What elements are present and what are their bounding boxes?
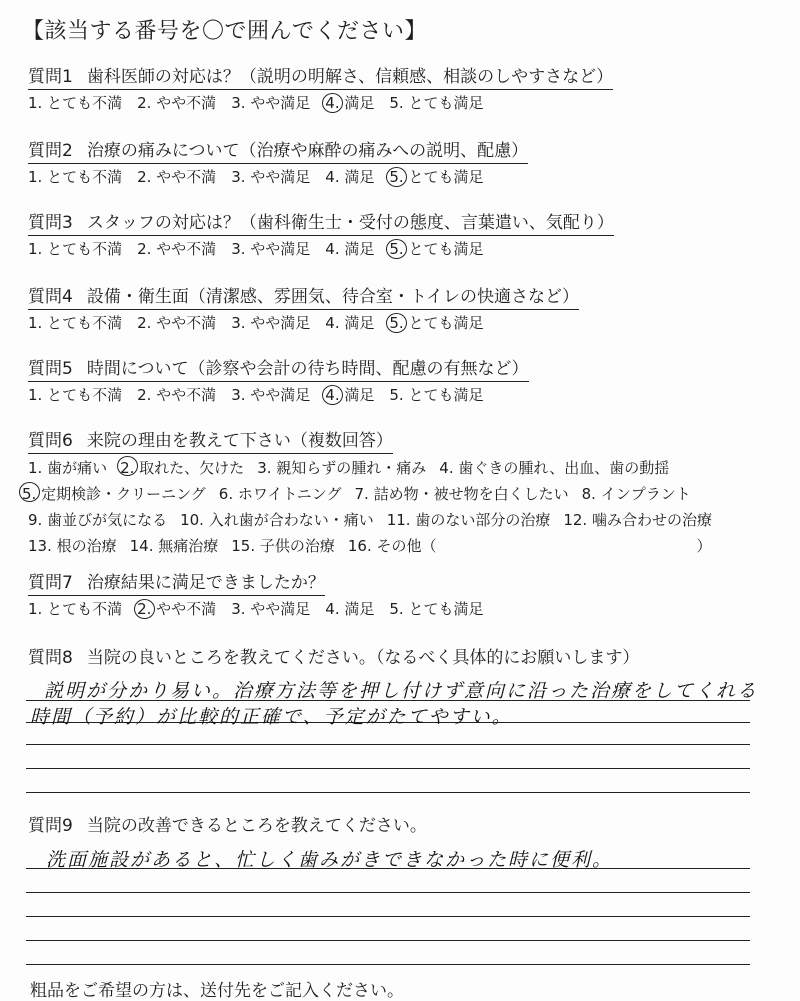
- question-4: [28, 286, 579, 334]
- answer-option[interactable]: 1. とても不満: [28, 240, 123, 258]
- option-row: [28, 533, 725, 559]
- answer-option[interactable]: 2. 取れた、欠けた: [120, 455, 244, 481]
- question-8: [28, 647, 639, 670]
- answer-option[interactable]: 5. 定期検診・クリーニング: [22, 481, 206, 507]
- answer-option[interactable]: 3. やや満足: [231, 600, 311, 618]
- question-title: 質問3 スタッフの対応は？（歯科衛生士・受付の態度、言葉遣い、気配り）: [28, 212, 614, 236]
- answer-option[interactable]: 5. とても満足: [389, 166, 483, 188]
- handwritten-answer: 時間（予約）が比較的正確で、予定がたてやすい。: [30, 706, 513, 728]
- selection-circle: [19, 482, 40, 502]
- footer-text: 粗品をご希望の方は、送付先をご記入ください。: [30, 981, 404, 1001]
- selection-circle: [322, 93, 343, 113]
- handwritten-answer: 説明が分かり易い。治療方法等を押し付けず意向に沿った治療をしてくれる: [44, 680, 759, 702]
- question-2: [28, 140, 528, 188]
- answer-option[interactable]: 4. 歯ぐきの腫れ、出血、歯の動揺: [439, 459, 670, 477]
- answer-option[interactable]: 2. やや不満: [137, 94, 217, 112]
- answer-option[interactable]: 3. 親知らずの腫れ・痛み: [257, 459, 427, 477]
- question-title: 質問6 来院の理由を教えて下さい（複数回答）: [28, 430, 393, 454]
- answer-option[interactable]: 15. 子供の治療: [231, 537, 335, 555]
- answer-option[interactable]: 4. 満足: [325, 240, 375, 258]
- answer-option[interactable]: 8. インプラント: [581, 485, 691, 503]
- answer-option[interactable]: 4. 満足: [325, 384, 374, 406]
- answer-option[interactable]: 1. とても不満: [28, 94, 123, 112]
- answer-option[interactable]: 7. 詰め物・被せ物を白くしたい: [354, 485, 569, 503]
- answer-option[interactable]: 1. とても不満: [28, 600, 123, 618]
- answer-option[interactable]: 5. とても満足: [389, 238, 483, 260]
- answer-option[interactable]: 6. ホワイトニング: [218, 485, 342, 503]
- option-row: [28, 507, 725, 533]
- answer-option[interactable]: 2. やや不満: [137, 386, 217, 404]
- answer-option[interactable]: 5. とても満足: [389, 600, 484, 618]
- question-title: 質問9 当院の改善できるところを教えてください。: [28, 816, 427, 836]
- answer-option[interactable]: 12. 噛み合わせの治療: [563, 511, 712, 529]
- option-row: [28, 455, 725, 481]
- selection-circle: [134, 599, 155, 619]
- question-title: 質問4 設備・衛生面（清潔感、雰囲気、待合室・トイレの快適さなど）: [28, 286, 579, 310]
- answer-option[interactable]: 1. とても不満: [28, 168, 123, 186]
- question-9: [28, 815, 427, 838]
- answer-option[interactable]: 1. とても不満: [28, 386, 123, 404]
- answer-option[interactable]: 4. 満足: [325, 92, 374, 114]
- handwritten-answer: 洗面施設があると、忙しく歯みがきできなかった時に便利。: [46, 849, 614, 871]
- answer-option[interactable]: 2. やや不満: [137, 168, 217, 186]
- selection-circle: [386, 239, 407, 259]
- page-title: 【該当する番号を〇で囲んでください】: [22, 19, 428, 44]
- answer-option[interactable]: 2. やや不満: [137, 240, 217, 258]
- question-title: 質問5 時間について（診察や会計の待ち時間、配慮の有無など）: [28, 358, 529, 382]
- answer-option[interactable]: 11. 歯のない部分の治療: [386, 511, 551, 529]
- question-6: [22, 430, 725, 559]
- answer-option[interactable]: 13. 根の治療: [28, 537, 117, 555]
- answer-option[interactable]: 1. 歯が痛い: [28, 459, 108, 477]
- answer-option[interactable]: 5. とても満足: [389, 312, 483, 334]
- answer-option[interactable]: 1. とても不満: [28, 314, 123, 332]
- answer-option[interactable]: 14. 無痛治療: [129, 537, 219, 555]
- selection-circle: [386, 167, 407, 187]
- question-title: 質問2 治療の痛みについて（治療や麻酔の痛みへの説明、配慮）: [28, 140, 528, 164]
- question-5: [28, 358, 529, 406]
- selection-circle: [322, 385, 343, 405]
- answer-option[interactable]: 10. 入れ歯が合わない・痛い: [180, 511, 374, 529]
- answer-option[interactable]: 9. 歯並びが気になる: [28, 511, 168, 529]
- selection-circle: [117, 456, 138, 476]
- answer-option[interactable]: 4. 満足: [325, 600, 375, 618]
- answer-option[interactable]: 3. やや満足: [231, 386, 311, 404]
- option-row: [22, 481, 725, 507]
- question-7: [28, 572, 498, 620]
- answer-option[interactable]: 5. とても満足: [389, 386, 484, 404]
- answer-option[interactable]: ）: [696, 537, 712, 555]
- answer-option[interactable]: 4. 満足: [325, 314, 375, 332]
- question-title: 質問1 歯科医師の対応は？（説明の明解さ、信頼感、相談のしやすさなど）: [28, 66, 613, 90]
- answer-option[interactable]: 3. やや満足: [231, 314, 311, 332]
- answer-option[interactable]: 5. とても満足: [389, 94, 484, 112]
- answer-option[interactable]: 3. やや満足: [231, 240, 311, 258]
- selection-circle: [386, 313, 407, 333]
- question-3: [28, 212, 614, 260]
- answer-option[interactable]: 2. やや不満: [137, 598, 216, 620]
- answer-option[interactable]: 2. やや不満: [137, 314, 217, 332]
- question-1: [28, 66, 613, 114]
- answer-option[interactable]: 3. やや満足: [231, 168, 311, 186]
- answer-option[interactable]: 16. その他（: [347, 537, 437, 555]
- answer-option[interactable]: 4. 満足: [325, 168, 375, 186]
- answer-option[interactable]: 3. やや満足: [231, 94, 311, 112]
- question-title: 質問8 当院の良いところを教えてください。（なるべく具体的にお願いします）: [28, 648, 640, 668]
- question-title: 質問7 治療結果に満足できましたか？: [28, 572, 325, 596]
